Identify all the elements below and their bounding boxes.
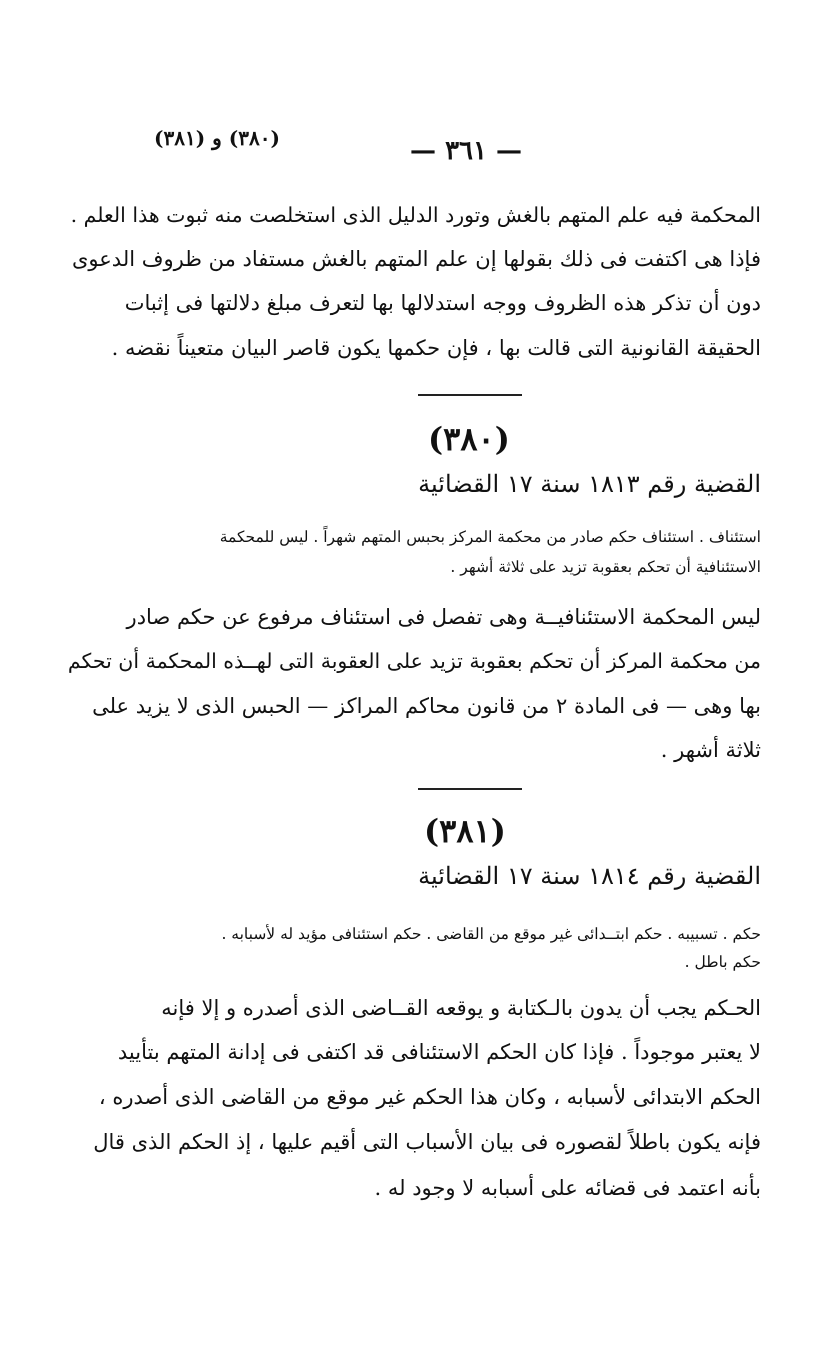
text-line: بها وهى — فى المادة ٢ من قانون محاكم المراكز — الحبس الذى لا يزيد على xyxy=(92,694,761,718)
text-line: بأنه اعتمد فى قضائه على أسبابه لا وجود له . xyxy=(374,1176,761,1200)
text-line: ثلاثة أشهر . xyxy=(660,738,761,762)
text-line: فإنه يكون باطلاً لقصوره فى بيان الأسباب التى أقيم عليها ، إذ الحكم الذى قال xyxy=(93,1130,761,1154)
text-line: من محكمة المركز أن تحكم بعقوبة تزيد على العقوبة التى لهــذه المحكمة أن تحكم xyxy=(67,649,761,673)
running-head: (٣٨٠) و (٣٨١) xyxy=(154,126,280,150)
text-line: دون أن تذكر هذه الظروف ووجه استدلالها بها لتعرف مبلغ دلالتها فى إثبات xyxy=(124,291,761,315)
summary-line: حكم باطل . xyxy=(684,953,761,971)
text-line: لا يعتبر موجوداً . فإذا كان الحكم الاستئنافى قد اكتفى فى إدانة المتهم بتأييد xyxy=(117,1040,761,1064)
text-line: فإذا هى اكتفت فى ذلك بقولها إن علم المتهم بالغش مستفاد من ظروف الدعوى xyxy=(71,247,761,271)
case-number: (٣٨١) xyxy=(424,812,506,850)
case-number: (٣٨٠) xyxy=(428,420,510,458)
section-divider xyxy=(418,788,522,790)
case-reference: القضية رقم ١٨١٣ سنة ١٧ القضائية xyxy=(418,470,761,498)
section-divider xyxy=(418,394,522,396)
text-line: الحقيقة القانونية التى قالت بها ، فإن حكمها يكون قاصر البيان متعيناً نقضه . xyxy=(111,336,761,360)
page-number: — ٣٦١ — xyxy=(410,136,523,166)
text-line: ليس المحكمة الاستئنافيــة وهى تفصل فى استئناف مرفوع عن حكم صادر xyxy=(126,605,761,629)
text-line: المحكمة فيه علم المتهم بالغش وتورد الدليل الذى استخلصت منه ثبوت هذا العلم . xyxy=(70,203,761,227)
text-line: الحـكم يجب أن يدون بالـكتابة و يوقعه القــاضى الذى أصدره و إلا فإنه xyxy=(161,996,761,1020)
summary-line: الاستئنافية أن تحكم بعقوبة تزيد على ثلاثة أشهر . xyxy=(450,558,761,576)
text-line: الحكم الابتدائى لأسبابه ، وكان هذا الحكم غير موقع من القاضى الذى أصدره ، xyxy=(98,1085,761,1109)
summary-line: استئناف . استئناف حكم صادر من محكمة المركز بحبس المتهم شهراً . ليس للمحكمة xyxy=(219,528,761,546)
summary-line: حكم . تسبيبه . حكم ابتــدائى غير موقع من القاضى . حكم استئنافى مؤيد له لأسبابه . xyxy=(221,925,761,943)
case-reference: القضية رقم ١٨١٤ سنة ١٧ القضائية xyxy=(418,862,761,890)
